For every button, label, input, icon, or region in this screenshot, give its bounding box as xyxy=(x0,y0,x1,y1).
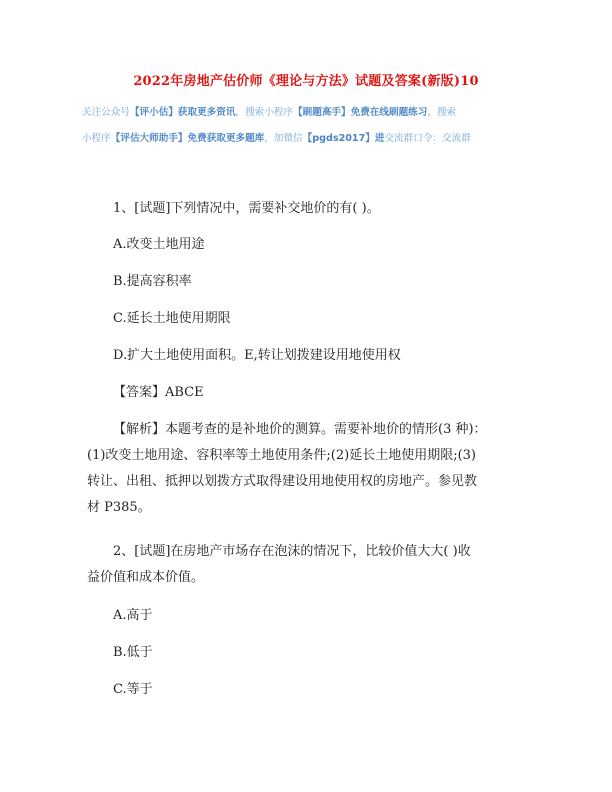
question-1-option-d: D.扩大土地使用面积。E,转让划拨建设用地使用权 xyxy=(113,348,401,363)
question-1-analysis-line: 材 P385。 xyxy=(87,500,151,515)
promo-text: 小程序 xyxy=(82,133,111,144)
question-1-analysis-line: 转让、出租、抵押以划拨方式取得建设用地使用权的房地产。参见教 xyxy=(87,474,478,489)
question-1-analysis-line: (1)改变土地用途、容积率等土地使用条件;(2)延长土地使用期限;(3) xyxy=(87,448,477,463)
question-1-option-b: B.提高容积率 xyxy=(113,274,192,289)
question-2-stem-line: 2、[试题]在房地产市场存在泡沫的情况下，比较价值大大( )收 xyxy=(113,544,471,559)
question-2-option-c: C.等于 xyxy=(113,682,153,697)
question-1-answer: 【答案】ABCE xyxy=(113,385,204,400)
question-2-option-b: B.低于 xyxy=(113,645,153,660)
promo-text: ，搜索 xyxy=(427,107,457,118)
promo-text: 关注公众号 xyxy=(82,107,130,118)
question-1-option-c: C.延长土地使用期限 xyxy=(113,311,231,326)
promo-line-1 xyxy=(82,104,532,118)
promo-line-2 xyxy=(82,130,532,144)
promo-text: 交流群口令：交流群 xyxy=(384,133,471,144)
promo-highlight: 【pgds2017】进 xyxy=(302,133,385,144)
promo-highlight: 【评小估】获取更多资讯 xyxy=(129,107,236,118)
question-1-option-a: A.改变土地用途 xyxy=(113,237,205,252)
question-2-stem-line: 益价值和成本价值。 xyxy=(87,570,205,585)
promo-highlight: 【刷题高手】免费在线刷题练习 xyxy=(293,107,428,118)
promo-text: ，搜索小程序 xyxy=(235,107,294,118)
promo-highlight: 【评估大师助手】免费获取更多题库 xyxy=(110,133,265,144)
document-title: 2022年房地产估价师《理论与方法》试题及答案(新版)10 xyxy=(133,74,479,89)
question-1-stem: 1、[试题]下列情况中，需要补交地价的有( )。 xyxy=(113,201,380,216)
promo-text: ，加微信 xyxy=(264,133,303,144)
question-2-option-a: A.高于 xyxy=(113,608,153,623)
question-1-analysis-line: 【解析】本题考查的是补地价的测算。需要补地价的情形(3 种)： xyxy=(113,422,487,437)
